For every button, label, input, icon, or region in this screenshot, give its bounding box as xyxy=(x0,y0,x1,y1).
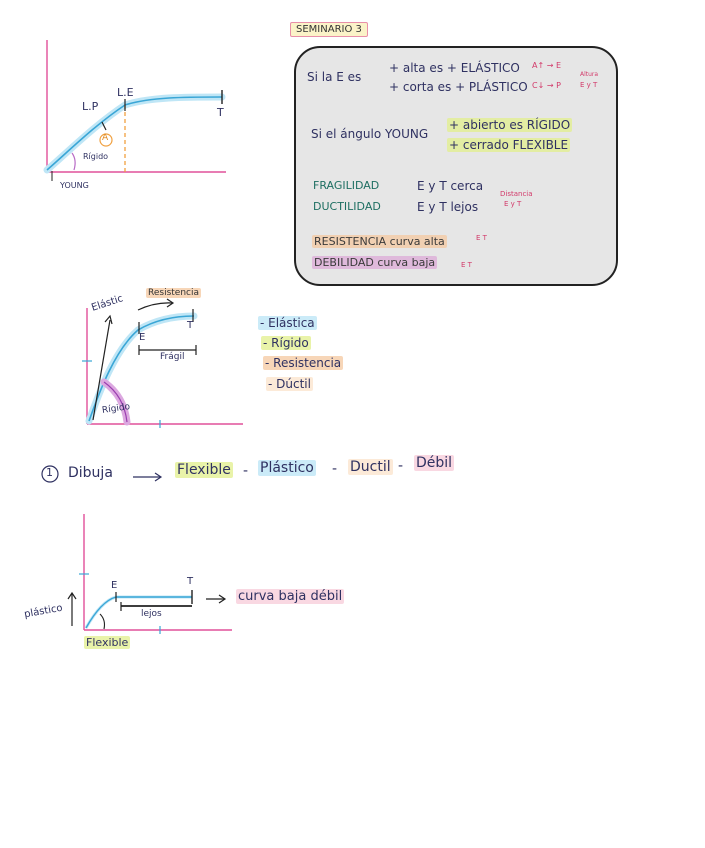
legend-elastica-text: - Elástica xyxy=(260,316,315,330)
summary-et-alta: E T xyxy=(476,234,487,242)
summary-line2a-text: + abierto es RÍGIDO xyxy=(449,118,571,132)
exercise-sep2: - xyxy=(332,461,338,477)
graph3-t-label: T xyxy=(187,576,194,587)
legend-ductil xyxy=(266,377,313,391)
summary-debilidad xyxy=(312,256,437,269)
exercise-flexible-text: Flexible xyxy=(177,462,231,478)
graph1 xyxy=(47,40,226,181)
summary-line2b-text: + cerrado FLEXIBLE xyxy=(449,138,569,152)
summary-note1a: A↑ → E xyxy=(532,61,562,70)
graph3-e-label: E xyxy=(111,580,118,591)
summary-ductilidad-def: E y T lejos xyxy=(417,200,479,214)
exercise-sep1: - xyxy=(243,463,249,479)
page-title: SEMINARIO 3 xyxy=(290,22,368,37)
graph2-elastic-arrowhead xyxy=(105,316,112,324)
legend-rigido xyxy=(261,336,311,350)
exercise-plastico xyxy=(258,460,316,476)
summary-ductilidad: DUCTILIDAD xyxy=(313,200,381,213)
summary-line2-prefix: Si el ángulo YOUNG xyxy=(311,127,429,141)
graph1-le-label: L.E xyxy=(117,86,134,99)
graph1-a-label: A xyxy=(102,133,109,143)
summary-resistencia xyxy=(312,235,447,248)
graph3-flexible-label xyxy=(84,636,130,649)
graph2-t-label: T xyxy=(187,320,194,331)
graph3-angle-arc xyxy=(100,614,105,629)
graph1-curve xyxy=(47,97,222,170)
graph3-curve-glow xyxy=(86,597,192,628)
exercise-flexible xyxy=(175,462,233,478)
summary-note1d: E y T xyxy=(580,81,598,89)
graph3-curve xyxy=(86,597,192,628)
summary-line1b: + corta es + PLÁSTICO xyxy=(389,80,528,94)
graph1-t-label: T xyxy=(217,106,224,119)
exercise-ductil xyxy=(348,459,393,475)
summary-distancia: Distancia xyxy=(500,190,533,198)
legend-resistencia xyxy=(263,356,343,370)
summary-note1c: Altura xyxy=(580,71,599,78)
graph2-e-label: E xyxy=(139,332,146,343)
graph2-elastic-label: Elástic xyxy=(90,293,125,314)
summary-line2b xyxy=(447,138,570,152)
summary-line2a xyxy=(447,118,572,132)
exercise-verb: Dibuja xyxy=(68,465,113,481)
graph1-rigido-label: Rígido xyxy=(83,152,109,161)
exercise-ductil-text: Ductil xyxy=(350,459,391,475)
exercise-number: 1 xyxy=(46,466,53,479)
exercise-sep3: - xyxy=(398,458,404,474)
legend-resistencia-text: - Resistencia xyxy=(265,356,342,370)
summary-debilidad-text: DEBILIDAD curva baja xyxy=(314,256,436,269)
summary-fragilidad-def: E y T cerca xyxy=(417,179,484,193)
graph3-curva-text: curva baja débil xyxy=(238,589,343,604)
summary-et-baja: E T xyxy=(461,261,472,269)
graph1-curve-glow xyxy=(47,97,222,170)
graph3-flexible-text: Flexible xyxy=(86,636,129,649)
summary-resistencia-text: RESISTENCIA curva alta xyxy=(314,235,445,248)
summary-fragilidad: FRAGILIDAD xyxy=(313,179,380,192)
summary-line1-prefix: Si la E es xyxy=(307,70,362,84)
exercise-debil-text: Débil xyxy=(416,455,453,471)
graph1-young-label: YOUNG xyxy=(60,181,89,190)
exercise-plastico-text: Plástico xyxy=(260,460,314,476)
graph2-resistencia-label xyxy=(146,288,201,298)
graph1-angle-arc xyxy=(72,153,75,170)
legend-ductil-text: - Dúctil xyxy=(268,377,311,391)
graph1-lp-label: L.P xyxy=(82,100,99,113)
summary-note1b: C↓ → P xyxy=(532,81,561,90)
graph2-fragil-label: Frágil xyxy=(160,352,185,362)
graph3-curva-label xyxy=(236,589,344,604)
summary-line1a: + alta es + ELÁSTICO xyxy=(389,61,520,75)
summary-distancia-sub: E y T xyxy=(504,200,522,208)
graph2-rigido-label: Rígido xyxy=(101,402,131,416)
graph2-resistencia-text: Resistencia xyxy=(148,288,199,298)
legend-rigido-text: - Rígido xyxy=(263,336,309,350)
exercise-debil xyxy=(414,455,454,471)
legend-elastica xyxy=(258,316,317,330)
graph3-plastico-label: plástico xyxy=(23,602,64,621)
graph3-lejos-label: lejos xyxy=(141,609,162,619)
